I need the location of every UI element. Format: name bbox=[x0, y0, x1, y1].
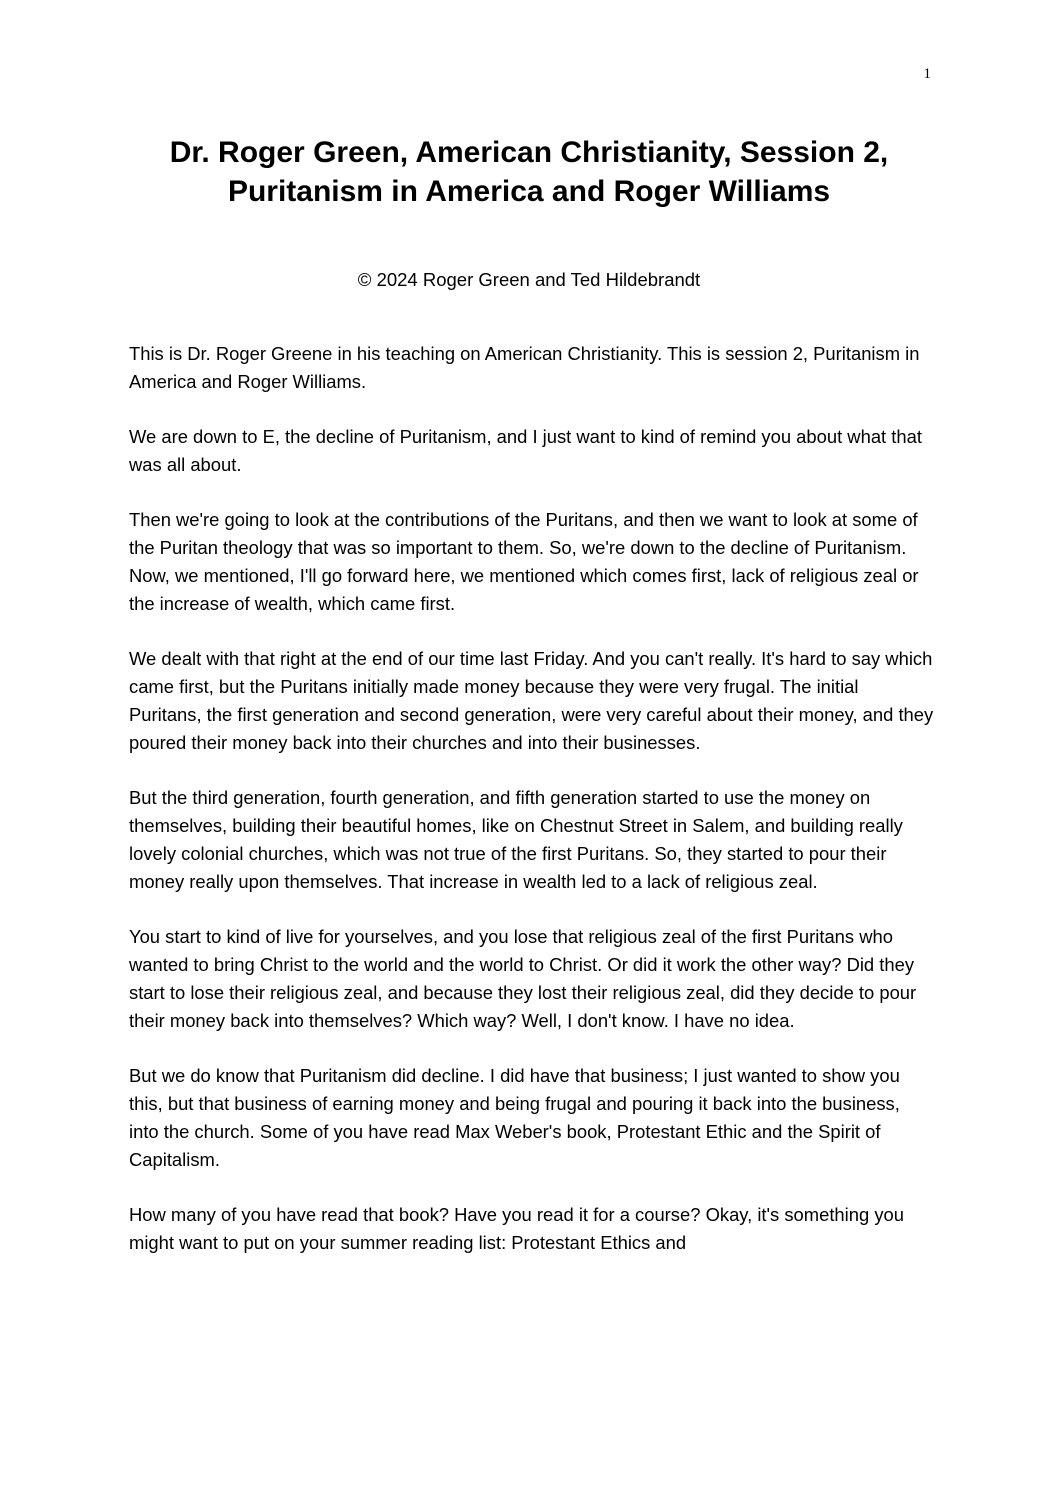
document-title: Dr. Roger Green, American Christianity, Session 2, Puritanism in America and Roger Williams bbox=[169, 136, 889, 208]
paragraph: We are down to E, the decline of Puritanism, and I just want to kind of remind you about what that was all about. bbox=[129, 426, 922, 475]
paragraph: Then we're going to look at the contributions of the Puritans, and then we want to look at some of the Puritan theology that was so important to them. So, we're down to the decline of Puritanism. Now, we mentioned, I'll go forward here, we mentioned which comes first, lack of religious zeal or the increase of wealth, which came first. bbox=[129, 509, 919, 614]
paragraph: But the third generation, fourth generation, and fifth generation started to use the money on themselves, building their beautiful homes, like on Chestnut Street in Salem, and building really lovely colonial churches, which was not true of the first Puritans. So, they started to pour their money really upon themselves. That increase in wealth led to a lack of religious zeal. bbox=[129, 787, 903, 892]
page-number: 1 bbox=[923, 66, 931, 82]
paragraph: This is Dr. Roger Greene in his teaching on American Christianity. This is session 2, Puritanism in America and Roger Williams. bbox=[129, 343, 920, 392]
paragraph: We dealt with that right at the end of our time last Friday. And you can't really. It's hard to say which came first, but the Puritans initially made money because they were very frugal. The initial Puritans, the first generation and second generation, were very careful about their money, and they poured their money back into their churches and into their businesses. bbox=[129, 648, 934, 753]
paragraph: How many of you have read that book? Have you read it for a course? Okay, it's something you might want to put on your summer reading list: Protestant Ethics and bbox=[129, 1204, 904, 1253]
paragraph: But we do know that Puritanism did decline. I did have that business; I just wanted to show you this, but that business of earning money and being frugal and pouring it back into the business, into the church. Some of you have read Max Weber's book, Protestant Ethic and the Spirit of Capitalism. bbox=[129, 1065, 900, 1170]
paragraph: You start to kind of live for yourselves, and you lose that religious zeal of the first Puritans who wanted to bring Christ to the world and the world to Christ. Or did it work the other way? Did they start to lose their religious zeal, and because they lost their religious zeal, did they decide to pour their money back into themselves? Which way? Well, I don't know. I have no idea. bbox=[129, 926, 917, 1031]
document-body bbox=[129, 340, 934, 1284]
copyright-notice: © 2024 Roger Green and Ted Hildebrandt bbox=[357, 269, 701, 290]
